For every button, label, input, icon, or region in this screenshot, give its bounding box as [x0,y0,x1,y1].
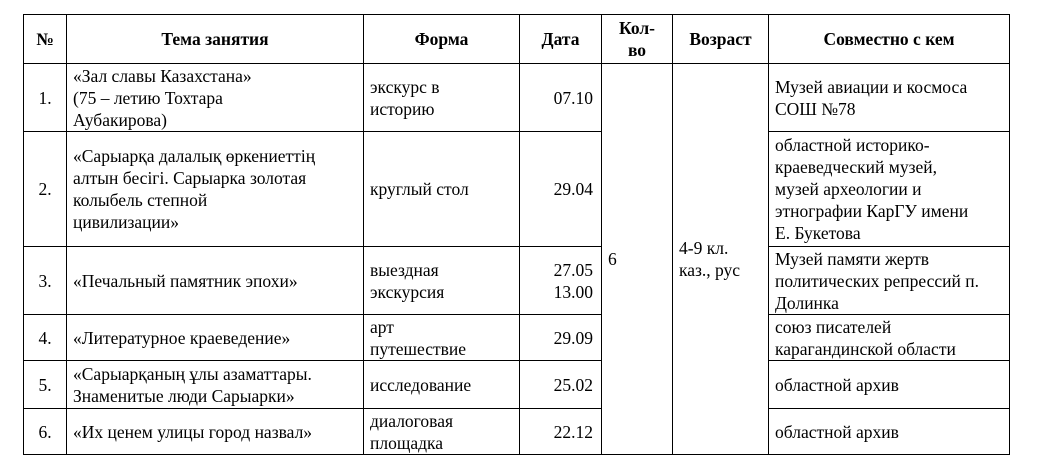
row-partner-line: Е. Букетова [775,223,861,243]
row-topic [67,409,364,455]
row-form-line: диалоговая [370,410,454,431]
row-topic-line: «Сарыарқаның ұлы азаматтары. [73,363,312,384]
row-form [364,132,520,247]
row-date-line: 07.10 [553,87,593,108]
header-topic: Тема занятия [67,15,364,64]
row-topic-line: Аубакирова) [73,109,167,130]
row-date [520,247,602,315]
row-form [364,247,520,315]
row-number: 4. [24,315,67,361]
row-form [364,361,520,409]
row-topic-line: цивилизации» [73,212,179,232]
row-date-line: 27.05 [553,259,593,280]
row-form-line: выездная [370,259,439,280]
row-topic-line: алтын бесігі. Сарыарка золотая [73,168,307,188]
row-topic [67,315,364,361]
row-form [364,315,520,361]
row-date-line: 29.04 [553,179,593,199]
row-partner-line: Долинка [775,292,839,313]
row-form [364,64,520,132]
row-number: 1. [24,64,67,132]
row-date [520,361,602,409]
row-topic-line: «Литературное краеведение» [73,327,291,348]
header-age: Возраст [673,15,769,64]
row-form-line: экскурсия [370,281,445,302]
row-number: 2. [24,132,67,247]
row-partner-line: политических репрессий п. [775,270,979,291]
header-partner: Совместно с кем [769,15,1010,64]
row-form-line: путешествие [370,338,467,359]
row-topic [67,64,364,132]
table-row [24,315,1010,361]
row-partner-line: карагандинской области [775,338,956,359]
activities-table [23,14,1010,455]
row-topic-line: колыбель степной [73,190,208,210]
row-partner-line: областной историко- [775,135,930,155]
shared-count: 6 [602,64,673,455]
table-row [24,247,1010,315]
row-topic [67,361,364,409]
row-form-line: круглый стол [370,179,469,199]
row-number: 3. [24,247,67,315]
row-number: 5. [24,361,67,409]
header-count-line: во [627,40,647,60]
row-partner [769,132,1010,247]
header-date: Дата [520,15,602,64]
row-date [520,409,602,455]
row-partner-line: музей археологии и [775,179,922,199]
row-topic-line: «Зал славы Казахстана» [73,65,252,86]
row-partner-line: Музей авиации и космоса [775,76,968,97]
shared-age-line: 4-9 кл. [679,238,729,258]
table-row [24,64,1010,132]
row-partner-line: областной архив [775,421,899,442]
row-date [520,132,602,247]
row-partner [769,361,1010,409]
table-row [24,409,1010,455]
shared-age-line: каз., рус [679,260,741,280]
header-num: № [24,15,67,64]
row-form-line: историю [370,98,435,119]
header-form: Форма [364,15,520,64]
row-topic-line: «Сарыарқа далалық өркениеттің [73,146,316,166]
row-partner-line: этнографии КарГУ имени [775,201,969,221]
row-date-line: 29.09 [553,327,593,348]
shared-age [673,64,769,455]
row-partner-line: Музей памяти жертв [775,248,929,269]
table-row [24,132,1010,247]
row-topic-line: «Их ценем улицы город назвал» [73,421,313,442]
row-partner-line: союз писателей [775,316,892,337]
header-count-line: Кол- [619,18,655,38]
row-topic [67,247,364,315]
row-partner-line: краеведческий музей, [775,157,938,177]
row-partner [769,315,1010,361]
row-form-line: площадка [370,432,443,453]
row-partner [769,64,1010,132]
row-date-line: 22.12 [553,421,593,442]
table-row [24,361,1010,409]
row-partner-line: СОШ №78 [775,98,856,119]
row-topic-line: Знаменитые люди Сарыарки» [73,385,295,406]
row-topic [67,132,364,247]
row-partner [769,247,1010,315]
row-form-line: арт [370,316,394,337]
table-body [24,64,1010,455]
row-date [520,64,602,132]
row-form [364,409,520,455]
row-form-line: исследование [370,374,472,395]
row-topic-line: (75 – летию Тохтара [73,87,223,108]
row-date-line: 13.00 [553,281,593,302]
row-number: 6. [24,409,67,455]
row-topic-line: «Печальный памятник эпохи» [73,270,298,291]
header-row [24,15,1010,64]
row-partner [769,409,1010,455]
row-date [520,315,602,361]
row-date-line: 25.02 [553,374,593,395]
header-count [602,15,673,64]
row-partner-line: областной архив [775,374,899,395]
row-form-line: экскурс в [370,76,440,97]
